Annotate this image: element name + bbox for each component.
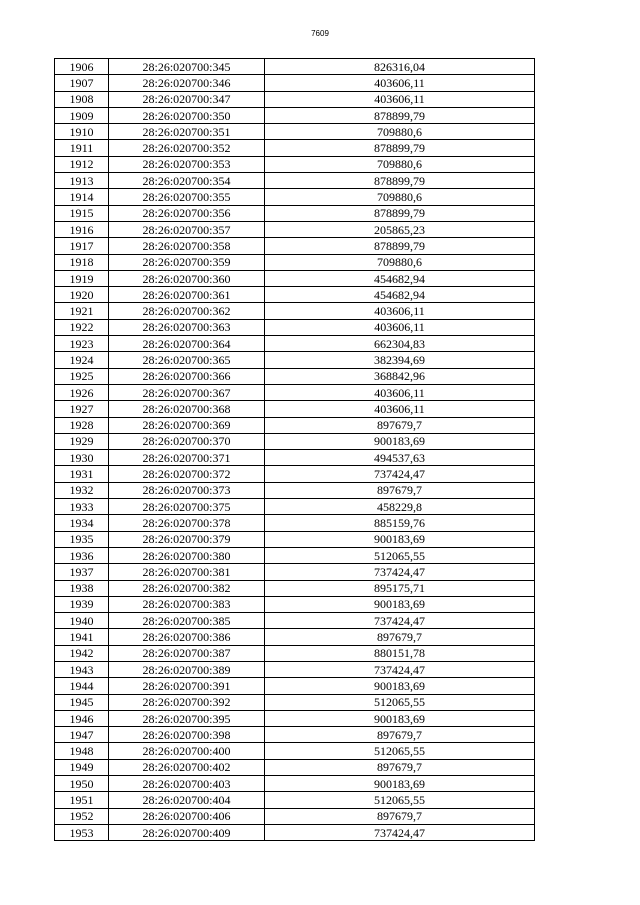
cadastral-value-cell: 458229,8 [265, 499, 535, 515]
row-number-cell: 1938 [55, 580, 109, 596]
table-row [55, 547, 535, 563]
row-number-cell: 1951 [55, 792, 109, 808]
table-row [55, 515, 535, 531]
cadastral-value-cell: 454682,94 [265, 270, 535, 286]
table-row [55, 824, 535, 840]
table-row [55, 336, 535, 352]
table-row [55, 482, 535, 498]
cadastral-value-cell: 878899,79 [265, 173, 535, 189]
row-number-cell: 1907 [55, 75, 109, 91]
table-row [55, 678, 535, 694]
cadastral-value-cell: 512065,55 [265, 743, 535, 759]
table-row [55, 808, 535, 824]
cadastral-number-cell: 28:26:020700:355 [109, 189, 265, 205]
cadastral-number-cell: 28:26:020700:383 [109, 596, 265, 612]
row-number-cell: 1949 [55, 759, 109, 775]
cadastral-value-cell: 403606,11 [265, 401, 535, 417]
table-row [55, 221, 535, 237]
table-body [55, 59, 535, 841]
row-number-cell: 1924 [55, 352, 109, 368]
row-number-cell: 1914 [55, 189, 109, 205]
table-row [55, 564, 535, 580]
cadastral-value-cell: 900183,69 [265, 710, 535, 726]
cadastral-number-cell: 28:26:020700:350 [109, 107, 265, 123]
table-row [55, 319, 535, 335]
row-number-cell: 1948 [55, 743, 109, 759]
cadastral-number-cell: 28:26:020700:375 [109, 499, 265, 515]
cadastral-number-cell: 28:26:020700:403 [109, 776, 265, 792]
cadastral-number-cell: 28:26:020700:391 [109, 678, 265, 694]
cadastral-number-cell: 28:26:020700:357 [109, 221, 265, 237]
cadastral-value-cell: 880151,78 [265, 645, 535, 661]
table-row [55, 287, 535, 303]
cadastral-value-cell: 885159,76 [265, 515, 535, 531]
row-number-cell: 1917 [55, 238, 109, 254]
table-row [55, 205, 535, 221]
cadastral-number-cell: 28:26:020700:385 [109, 613, 265, 629]
table-row [55, 107, 535, 123]
cadastral-number-cell: 28:26:020700:389 [109, 661, 265, 677]
cadastral-value-cell: 512065,55 [265, 792, 535, 808]
cadastral-number-cell: 28:26:020700:367 [109, 384, 265, 400]
cadastral-value-cell: 403606,11 [265, 303, 535, 319]
cadastral-value-cell: 878899,79 [265, 205, 535, 221]
table-row [55, 727, 535, 743]
cadastral-number-cell: 28:26:020700:356 [109, 205, 265, 221]
table-row [55, 759, 535, 775]
cadastral-value-cell: 897679,7 [265, 417, 535, 433]
cadastral-value-cell: 900183,69 [265, 531, 535, 547]
cadastral-number-cell: 28:26:020700:353 [109, 156, 265, 172]
cadastral-value-cell: 403606,11 [265, 91, 535, 107]
page-number: 7609 [311, 29, 329, 38]
cadastral-number-cell: 28:26:020700:363 [109, 319, 265, 335]
cadastral-value-cell: 826316,04 [265, 59, 535, 75]
row-number-cell: 1923 [55, 336, 109, 352]
table-row [55, 466, 535, 482]
cadastral-number-cell: 28:26:020700:395 [109, 710, 265, 726]
row-number-cell: 1915 [55, 205, 109, 221]
cadastral-number-cell: 28:26:020700:406 [109, 808, 265, 824]
cadastral-number-cell: 28:26:020700:351 [109, 124, 265, 140]
cadastral-value-cell: 878899,79 [265, 107, 535, 123]
cadastral-value-cell: 900183,69 [265, 596, 535, 612]
table-row [55, 238, 535, 254]
row-number-cell: 1921 [55, 303, 109, 319]
cadastral-number-cell: 28:26:020700:373 [109, 482, 265, 498]
table-row [55, 352, 535, 368]
cadastral-number-cell: 28:26:020700:345 [109, 59, 265, 75]
row-number-cell: 1918 [55, 254, 109, 270]
row-number-cell: 1920 [55, 287, 109, 303]
cadastral-number-cell: 28:26:020700:402 [109, 759, 265, 775]
cadastral-number-cell: 28:26:020700:352 [109, 140, 265, 156]
cadastral-number-cell: 28:26:020700:380 [109, 547, 265, 563]
cadastral-value-cell: 737424,47 [265, 564, 535, 580]
table-row [55, 645, 535, 661]
row-number-cell: 1926 [55, 384, 109, 400]
row-number-cell: 1930 [55, 450, 109, 466]
cadastral-value-cell: 895175,71 [265, 580, 535, 596]
cadastral-number-cell: 28:26:020700:371 [109, 450, 265, 466]
table-row [55, 140, 535, 156]
cadastral-number-cell: 28:26:020700:369 [109, 417, 265, 433]
row-number-cell: 1929 [55, 433, 109, 449]
row-number-cell: 1937 [55, 564, 109, 580]
row-number-cell: 1939 [55, 596, 109, 612]
table-row [55, 629, 535, 645]
cadastral-number-cell: 28:26:020700:361 [109, 287, 265, 303]
cadastral-value-cell: 737424,47 [265, 824, 535, 840]
row-number-cell: 1927 [55, 401, 109, 417]
cadastral-value-cell: 878899,79 [265, 238, 535, 254]
cadastral-number-cell: 28:26:020700:354 [109, 173, 265, 189]
row-number-cell: 1931 [55, 466, 109, 482]
cadastral-value-cell: 878899,79 [265, 140, 535, 156]
cadastral-value-cell: 454682,94 [265, 287, 535, 303]
cadastral-value-cell: 205865,23 [265, 221, 535, 237]
cadastral-value-cell: 900183,69 [265, 678, 535, 694]
row-number-cell: 1943 [55, 661, 109, 677]
cadastral-value-cell: 709880,6 [265, 254, 535, 270]
cadastral-value-cell: 403606,11 [265, 75, 535, 91]
cadastral-value-cell: 897679,7 [265, 759, 535, 775]
row-number-cell: 1945 [55, 694, 109, 710]
row-number-cell: 1933 [55, 499, 109, 515]
cadastral-number-cell: 28:26:020700:404 [109, 792, 265, 808]
cadastral-number-cell: 28:26:020700:386 [109, 629, 265, 645]
cadastral-value-cell: 512065,55 [265, 694, 535, 710]
table-row [55, 433, 535, 449]
table-row [55, 613, 535, 629]
row-number-cell: 1919 [55, 270, 109, 286]
cadastral-number-cell: 28:26:020700:382 [109, 580, 265, 596]
cadastral-number-cell: 28:26:020700:366 [109, 368, 265, 384]
cadastral-number-cell: 28:26:020700:347 [109, 91, 265, 107]
row-number-cell: 1911 [55, 140, 109, 156]
cadastral-number-cell: 28:26:020700:364 [109, 336, 265, 352]
cadastral-number-cell: 28:26:020700:392 [109, 694, 265, 710]
cadastral-number-cell: 28:26:020700:379 [109, 531, 265, 547]
table-row [55, 694, 535, 710]
cadastral-number-cell: 28:26:020700:360 [109, 270, 265, 286]
row-number-cell: 1906 [55, 59, 109, 75]
row-number-cell: 1908 [55, 91, 109, 107]
cadastral-number-cell: 28:26:020700:372 [109, 466, 265, 482]
cadastral-value-cell: 897679,7 [265, 727, 535, 743]
row-number-cell: 1950 [55, 776, 109, 792]
row-number-cell: 1928 [55, 417, 109, 433]
cadastral-value-cell: 900183,69 [265, 776, 535, 792]
row-number-cell: 1942 [55, 645, 109, 661]
table-row [55, 792, 535, 808]
table-row [55, 270, 535, 286]
cadastral-number-cell: 28:26:020700:400 [109, 743, 265, 759]
cadastral-number-cell: 28:26:020700:358 [109, 238, 265, 254]
row-number-cell: 1946 [55, 710, 109, 726]
table-row [55, 384, 535, 400]
row-number-cell: 1913 [55, 173, 109, 189]
cadastral-value-cell: 900183,69 [265, 433, 535, 449]
row-number-cell: 1909 [55, 107, 109, 123]
cadastral-number-cell: 28:26:020700:359 [109, 254, 265, 270]
cadastral-number-cell: 28:26:020700:365 [109, 352, 265, 368]
table-row [55, 499, 535, 515]
cadastral-value-cell: 737424,47 [265, 466, 535, 482]
row-number-cell: 1932 [55, 482, 109, 498]
table-row [55, 401, 535, 417]
row-number-cell: 1940 [55, 613, 109, 629]
cadastral-value-table [54, 58, 535, 841]
row-number-cell: 1952 [55, 808, 109, 824]
cadastral-value-cell: 709880,6 [265, 156, 535, 172]
cadastral-value-cell: 897679,7 [265, 482, 535, 498]
cadastral-value-cell: 403606,11 [265, 319, 535, 335]
table-row [55, 173, 535, 189]
row-number-cell: 1922 [55, 319, 109, 335]
row-number-cell: 1941 [55, 629, 109, 645]
cadastral-value-cell: 403606,11 [265, 384, 535, 400]
table-row [55, 743, 535, 759]
cadastral-number-cell: 28:26:020700:346 [109, 75, 265, 91]
table-row [55, 661, 535, 677]
table-row [55, 531, 535, 547]
row-number-cell: 1953 [55, 824, 109, 840]
cadastral-value-cell: 494537,63 [265, 450, 535, 466]
cadastral-number-cell: 28:26:020700:370 [109, 433, 265, 449]
table-row [55, 580, 535, 596]
cadastral-value-cell: 382394,69 [265, 352, 535, 368]
cadastral-number-cell: 28:26:020700:378 [109, 515, 265, 531]
row-number-cell: 1925 [55, 368, 109, 384]
row-number-cell: 1947 [55, 727, 109, 743]
table-row [55, 189, 535, 205]
table-row [55, 156, 535, 172]
cadastral-number-cell: 28:26:020700:381 [109, 564, 265, 580]
cadastral-number-cell: 28:26:020700:387 [109, 645, 265, 661]
cadastral-value-cell: 662304,83 [265, 336, 535, 352]
row-number-cell: 1936 [55, 547, 109, 563]
table-row [55, 417, 535, 433]
table-row [55, 124, 535, 140]
row-number-cell: 1934 [55, 515, 109, 531]
table-row [55, 776, 535, 792]
row-number-cell: 1916 [55, 221, 109, 237]
cadastral-number-cell: 28:26:020700:409 [109, 824, 265, 840]
table-row [55, 596, 535, 612]
cadastral-number-cell: 28:26:020700:368 [109, 401, 265, 417]
table-row [55, 254, 535, 270]
table-row [55, 75, 535, 91]
row-number-cell: 1935 [55, 531, 109, 547]
cadastral-value-cell: 709880,6 [265, 124, 535, 140]
table-row [55, 710, 535, 726]
table-row [55, 91, 535, 107]
row-number-cell: 1910 [55, 124, 109, 140]
cadastral-value-cell: 897679,7 [265, 629, 535, 645]
table-row [55, 450, 535, 466]
cadastral-value-cell: 709880,6 [265, 189, 535, 205]
row-number-cell: 1912 [55, 156, 109, 172]
cadastral-value-cell: 512065,55 [265, 547, 535, 563]
cadastral-value-cell: 368842,96 [265, 368, 535, 384]
cadastral-value-cell: 897679,7 [265, 808, 535, 824]
table-row [55, 59, 535, 75]
row-number-cell: 1944 [55, 678, 109, 694]
cadastral-value-cell: 737424,47 [265, 661, 535, 677]
cadastral-number-cell: 28:26:020700:398 [109, 727, 265, 743]
cadastral-number-cell: 28:26:020700:362 [109, 303, 265, 319]
table-row [55, 368, 535, 384]
table-row [55, 303, 535, 319]
cadastral-value-cell: 737424,47 [265, 613, 535, 629]
